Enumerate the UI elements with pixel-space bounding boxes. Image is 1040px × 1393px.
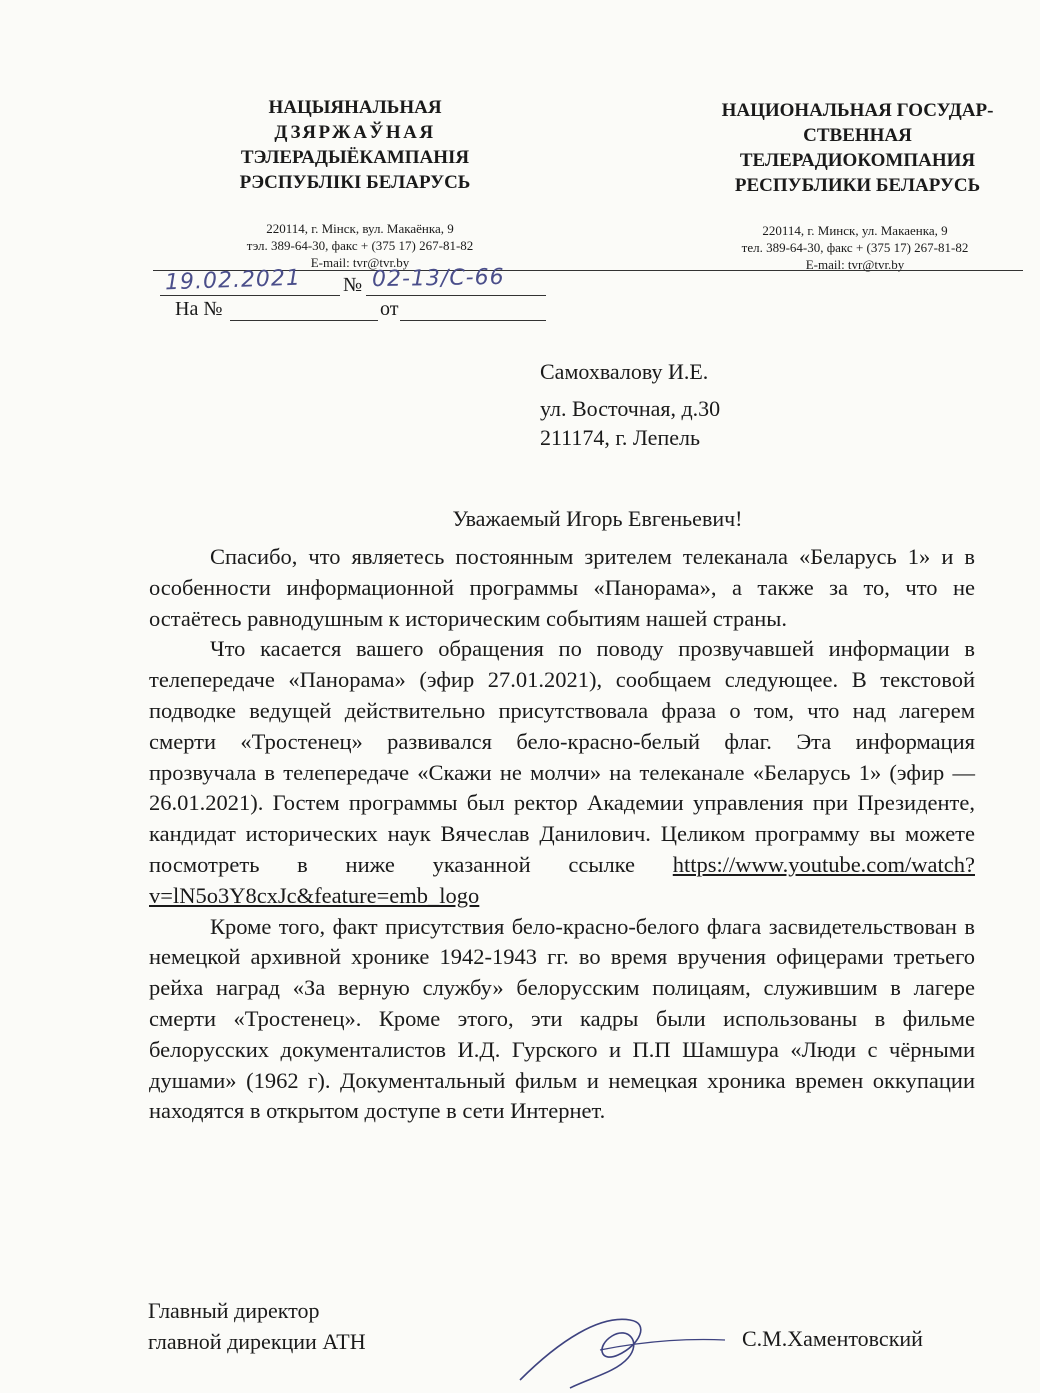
email-line: E-mail: tvr@tvr.by [805, 257, 905, 272]
ref-underline [230, 320, 378, 321]
handwritten-signature [500, 1280, 740, 1390]
org-name-russian [700, 98, 1015, 198]
phone-line: тел. 389-64-30, факс + (375 17) 267-81-82 [741, 240, 969, 255]
paragraph-2 [149, 634, 975, 911]
signatory-name: С.М.Хаментовский [742, 1326, 923, 1351]
org-line: НАЦЫЯНАЛЬНАЯ [268, 97, 442, 118]
org-address-belarusian [200, 220, 520, 271]
recipient-block [540, 357, 720, 452]
date-underline [160, 295, 340, 296]
recipient-city: 211174, г. Лепель [540, 425, 700, 450]
paragraph-2-text: Что касается вашего обращения по поводу прозвучавшей информации в телепередаче «Панорама» (эфир 27.01.2021), сообщаем следующее. В текстовой подводке ведущей действительно присутствовала фраза о том, что над лагерем смерти «Тростенец» развивался бело-красно-белый флаг. Эта информация прозвучала в телепередаче «Скажи не молчи» на телеканале «Беларусь 1» (эфир — 26.01.2021). Гостем программы был ректор Академии управления при Президенте, кандидат исторических наук Вячеслав Данилович. Целиком программу вы можете посмотреть в ниже указанной ссылке [149, 636, 975, 877]
org-line: ДЗЯРЖАЎНАЯ [274, 122, 436, 143]
org-line: РЕСПУБЛИКИ БЕЛАРУСЬ [734, 175, 981, 196]
org-line: РЭСПУБЛІКІ БЕЛАРУСЬ [239, 172, 471, 193]
org-address-russian [705, 222, 1005, 273]
ref-label: На № [175, 298, 223, 320]
signatory-title-line: главной дирекции АТН [148, 1329, 366, 1354]
from-underline [400, 320, 546, 321]
recipient-name: Самохвалову И.Е. [540, 359, 709, 384]
handwritten-number: 02-13/С-66 [371, 264, 505, 293]
email-line: E-mail: tvr@tvr.by [310, 255, 410, 270]
org-name-belarusian [210, 95, 500, 195]
from-label: от [380, 298, 399, 320]
letter-body [149, 542, 975, 1127]
org-line: ТЕЛЕРАДИОКОМПАНИЯ [739, 150, 976, 171]
address-line: 220114, г. Минск, ул. Макаенка, 9 [762, 223, 948, 238]
address-line: 220114, г. Мінск, вул. Макаёнка, 9 [266, 221, 454, 236]
greeting: Уважаемый Игорь Евгеньевич! [452, 506, 743, 531]
paragraph-1: Спасибо, что являетесь постоянным зрителем телеканала «Беларусь 1» и в особенности информационной программы «Панорама», а также за то, что не остаётесь равнодушным к историческим событиям нашей страны. [149, 544, 975, 631]
paragraph-3: Кроме того, факт присутствия бело-красно-белого флага засвидетельствован в немецкой архивной хронике 1942-1943 гг. во время вручения офицерами третьего рейха наград «За верную службу» белорусским полицаям, служившим в лагере смерти «Тростенец». Кроме этого, эти кадры были использованы в фильме белорусских документалистов И.Д. Гурского и П.П Шамшура «Люди с чёрными душами» (1962 г). Документальный фильм и немецкая хроника времен оккупации находятся в открытом доступе в сети Интернет. [149, 913, 975, 1124]
number-label: № [343, 274, 363, 296]
recipient-street: ул. Восточная, д.30 [540, 396, 721, 421]
youtube-link[interactable]: https://www.youtube.com/watch?v=lN5o3Y8cxJc&feature=emb_logo [149, 851, 975, 908]
phone-line: тэл. 389-64-30, факс + (375 17) 267-81-82 [246, 238, 474, 253]
handwritten-date: 19.02.2021 [164, 265, 302, 296]
signatory-title [148, 1295, 366, 1357]
signatory-title-line: Главный директор [148, 1298, 320, 1323]
number-underline [366, 295, 546, 296]
org-line: СТВЕННАЯ [803, 125, 912, 146]
org-line: НАЦИОНАЛЬНАЯ ГОСУДАР- [721, 100, 994, 121]
org-line: ТЭЛЕРАДЫЁКАМПАНІЯ [240, 147, 470, 168]
